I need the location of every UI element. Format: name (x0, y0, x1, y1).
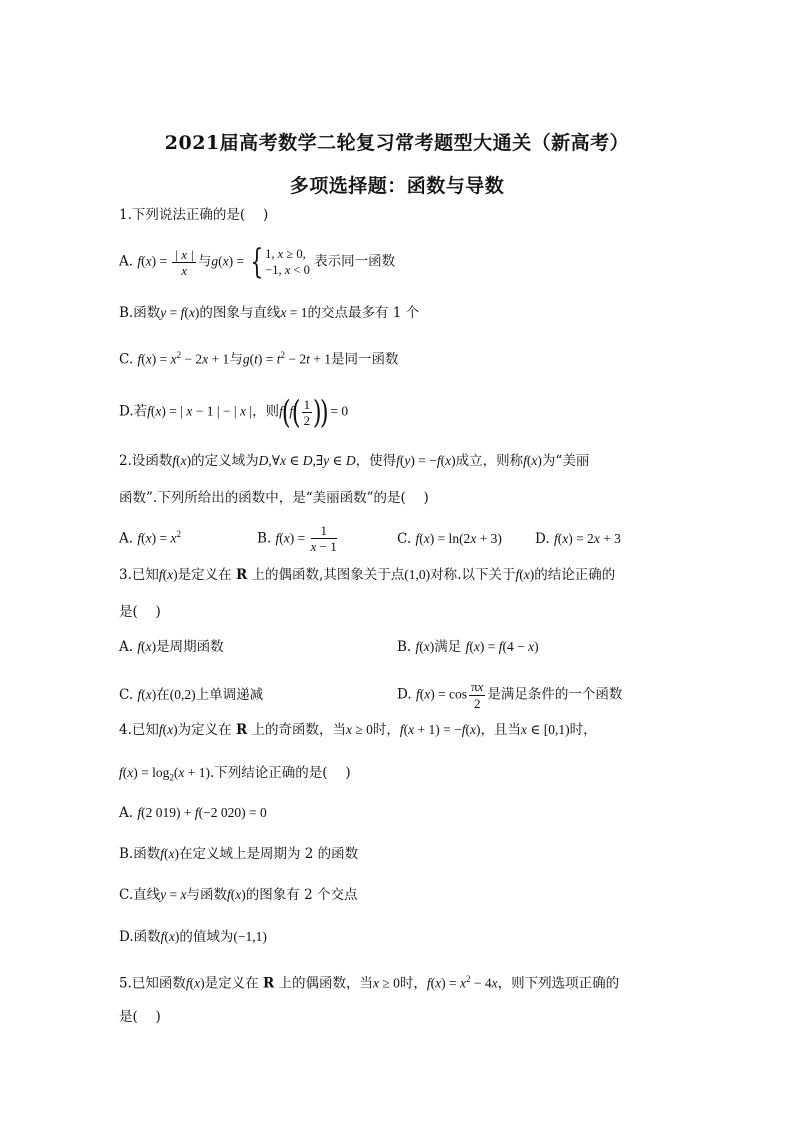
q1-a-with: 与 (197, 253, 212, 270)
q4-option-c: C.直线y = x与函数f(x)的图象有 2 个交点 (119, 887, 358, 903)
q4-c-text: C.直线 (119, 887, 161, 903)
q1-a-brace: { (249, 242, 263, 282)
q1-stem: 1.下列说法正确的是( ) (119, 207, 269, 223)
q4-option-a: A. f(2 019) + f(−2 020) = 0 (119, 805, 267, 821)
q2-options (119, 523, 621, 555)
q5-stem-mid1: 是定义在 (204, 975, 259, 992)
q4-stem-mid3: 时， (372, 722, 400, 738)
q4-stem-start: 4.已知 (119, 722, 159, 738)
q2-stem-start: 2.设函数 (119, 453, 173, 469)
q4-d-text: D.函数 (119, 929, 161, 945)
q1-a-cases: 1, x ≥ 0, −1, x < 0 (265, 247, 310, 277)
q3-stem-end: 的结论正确的 (534, 567, 616, 583)
q2-stem-line1: 2.设函数f(x)的定义域为D,∀x ∈ D,∃y ∈ D，使得f(y) = −f(x)成立，则称f(x)为“美丽 (119, 453, 590, 469)
q5-real-set: R (262, 975, 275, 992)
q1-option-b: B.函数y = f(x)的图象与直线x = 1的交点最多有 1 个 (119, 305, 420, 321)
q2-option-b: B. f(x) = $\frac{1}{x - 1}$ (257, 523, 337, 554)
q3-options-ab (119, 638, 539, 656)
q4-stem-mid1: 为定义在 (177, 722, 232, 738)
q1-a-label: A. (119, 253, 134, 270)
q1-d-mid: ，则 (252, 403, 280, 420)
q4-a-label: A. (119, 805, 134, 821)
q3-options-cd (119, 679, 622, 711)
q4-stem-line1: 4.已知f(x)为定义在 R 上的奇函数，当x ≥ 0时，f(x + 1) = −f(x)，且当x ∈ [0,1)时， (119, 722, 597, 738)
q5-stem-mid2: 上的偶函数，当 (278, 975, 373, 992)
q4-stem-line2-end: .下列结论正确的是( ) (210, 765, 351, 781)
q3-option-d: D. f(x) = cos $\frac{\pi x}{2}$ 是满足条件的一个函数 (397, 679, 623, 711)
q5-stem-start: 5.已知函数 (119, 975, 186, 992)
q3-option-c: C. f(x)在(0,2)上单调递减 (119, 686, 264, 703)
q3-stem-line2: 是( ) (119, 604, 161, 620)
q2-stem-line2: 函数”.下列所给出的函数中，是“美丽函数”的是( ) (119, 490, 429, 506)
q1-b-end: 的交点最多有 1 个 (307, 305, 420, 321)
q3-option-b: B. f(x)满足 f(x) = f(4 − x) (397, 639, 539, 655)
q4-c-mid: 与函数 (186, 887, 228, 903)
q3-stem-mid3: 对称.以下关于 (430, 567, 516, 583)
q3-stem-line1: 3.已知f(x)是定义在 R 上的偶函数,其图象关于点(1,0)对称.以下关于f(x)的结论正确的 (119, 567, 616, 583)
q2-stem-mid2: ，使得 (355, 453, 397, 469)
q2-stem-mid1: 的定义域为 (191, 453, 259, 469)
document-title: 2021届高考数学二轮复习常考题型大通关（新高考） (164, 132, 630, 154)
q3-stem-mid1: 是定义在 (177, 567, 232, 583)
q4-real-set: R (235, 722, 248, 738)
q1-c-label: C. (119, 351, 134, 368)
q4-option-d: D.函数f(x)的值域为(−1,1) (119, 929, 267, 945)
q4-stem-mid4: ，且当 (480, 722, 522, 738)
q3-option-a: A. f(x)是周期函数 (119, 639, 224, 655)
q1-option-c: C. $f(x) = x^2 - 2x + 1$与$g(t) = t^2 - 2t + 1$是同一函数 (119, 350, 399, 368)
q1-b-text: B.函数 (119, 305, 161, 321)
q4-stem-end: 时， (569, 722, 597, 738)
q2-option-d: D. f(x) = 2x + 3 (535, 530, 621, 547)
q4-c-end: 的图象有 2 个交点 (245, 887, 358, 903)
q4-stem-line2: $f(x) = \log_2(x + 1)$.下列结论正确的是( ) (119, 765, 351, 783)
q2-stem-end: 为“美丽 (541, 453, 590, 469)
q1-c-mid: 与 (229, 351, 243, 368)
q2-option-a: A. $f(x) = x^2$ (119, 529, 181, 547)
q1-c-end: 是同一函数 (330, 351, 399, 368)
q5-stem-end: ，则下列选项正确的 (497, 975, 620, 992)
q3-real-set: R (235, 567, 248, 583)
q2-option-c: C. f(x) = ln(2x + 3) (397, 530, 502, 547)
q1-b-mid: 的图象与直线 (199, 305, 281, 321)
document-subtitle: 多项选择题：函数与导数 (289, 175, 505, 197)
q5-stem-line1: 5.已知函数f(x)是定义在 R 上的偶函数，当x ≥ 0时，$f(x) = x^2 - 4x$，则下列选项正确的 (119, 974, 620, 992)
q1-a-formula: f (137, 253, 142, 269)
q1-a-text: 表示同一函数 (314, 253, 396, 270)
q3-stem-start: 3.已知 (119, 567, 159, 583)
q1-option-a: A. f(x) = $\frac{| x |}{x}$ 与g(x) = { 1, x ≥ 0, −1, x < 0 表示同一函数 (119, 242, 396, 282)
q4-b-end: 在定义域上是周期为 2 的函数 (178, 846, 359, 862)
q4-stem-mid2: 上的奇函数，当 (251, 722, 346, 738)
q2-stem-mid3: 成立，则称 (455, 453, 524, 469)
q1-a-fraction: $\frac{| x |}{x}$ (174, 246, 194, 278)
q1-d-label: D.若 (119, 403, 148, 420)
q4-b-text: B.函数 (119, 846, 161, 862)
q5-stem-line2: 是( ) (119, 1009, 161, 1025)
q5-stem-mid3: 时， (399, 975, 427, 992)
q1-option-d: D.若f(x) = | x − 1 | − | x |，则f(f( $\frac{1}{2}$ )) = 0 (119, 393, 349, 431)
q4-d-mid: 的值域为 (179, 929, 234, 945)
q3-stem-mid2: 上的偶函数,其图象关于点 (251, 567, 405, 583)
q4-option-b: B.函数f(x)在定义域上是周期为 2 的函数 (119, 846, 359, 862)
